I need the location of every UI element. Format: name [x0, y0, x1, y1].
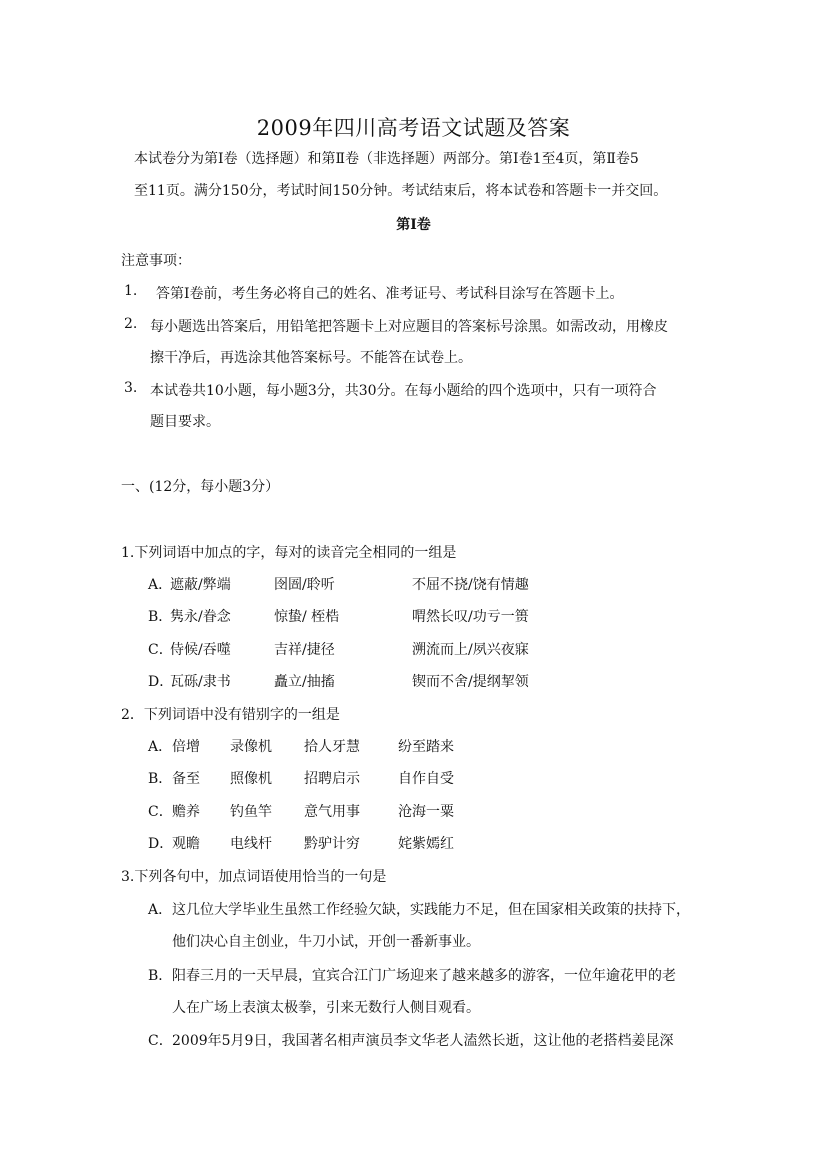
option-item: 倍增: [172, 739, 200, 755]
option-label: C．: [148, 642, 173, 658]
option-label: B．: [148, 771, 173, 787]
option-item: 姹紫嫣红: [398, 836, 454, 852]
option-text: 2009年5月9日，我国著名相声演员李文华老人溘然长逝，这让他的老搭档姜昆深: [172, 1033, 674, 1049]
notice-line: 擦干净后，再选涂其他答案标号。不能答在试卷上。: [150, 350, 472, 366]
option-item: 沧海一粟: [398, 804, 454, 820]
option-item: 电线杆: [230, 836, 272, 852]
option-item: 矗立/抽搐: [274, 674, 335, 690]
option-item: 瓦砾/隶书: [170, 674, 231, 690]
option-item: 遮蔽/弊端: [170, 577, 231, 593]
option-text-continued: 人在广场上表演太极拳，引来无数行人侧目观看。: [172, 1000, 480, 1016]
notice-line: 答第Ⅰ卷前，考生务必将自己的姓名、准考证号、考试科目涂写在答题卡上。: [156, 286, 624, 302]
option-item: 钓鱼竿: [230, 804, 272, 820]
option-item: 侍候/吞噬: [170, 642, 231, 658]
option-label: C．: [148, 804, 173, 820]
option-label: B．: [148, 609, 173, 625]
notice-title: 注意事项：: [121, 253, 191, 269]
option-label: A．: [148, 739, 173, 755]
option-item: 黔驴计穷: [304, 836, 360, 852]
intro-line-1: 本试卷分为第Ⅰ卷（选择题）和第Ⅱ卷（非选择题）两部分。第Ⅰ卷1至4页，第Ⅱ卷5: [134, 151, 639, 167]
volume-heading: 第Ⅰ卷: [396, 217, 431, 233]
notice-line: 本试卷共10小题，每小题3分，共30分。在每小题给的四个选项中，只有一项符合: [150, 383, 657, 399]
option-item: 溯流而上/夙兴夜寐: [412, 642, 529, 658]
option-item: 录像机: [230, 739, 272, 755]
option-text: 这几位大学毕业生虽然工作经验欠缺，实践能力不足，但在国家相关政策的扶持下，: [172, 902, 690, 918]
option-item: 锲而不舍/提纲挈领: [412, 674, 529, 690]
option-item: 自作自受: [398, 771, 454, 787]
question-stem: 1.下列词语中加点的字，每对的读音完全相同的一组是: [121, 545, 457, 561]
option-item: 备至: [172, 771, 200, 787]
question-stem: 3.下列各句中，加点词语使用恰当的一句是: [121, 869, 387, 885]
option-text: 阳春三月的一天早晨，宜宾合江门广场迎来了越来越多的游客，一位年逾花甲的老: [172, 968, 676, 984]
option-item: 不屈不挠/饶有情趣: [412, 577, 529, 593]
option-item: 惊蛰/ 桎梏: [274, 609, 340, 625]
option-label: D．: [148, 674, 174, 690]
option-item: 吉祥/捷径: [274, 642, 335, 658]
document-title: 2009年四川高考语文试题及答案: [256, 116, 571, 140]
option-item: 观瞻: [172, 836, 200, 852]
option-text-continued: 他们决心自主创业，牛刀小试，开创一番新事业。: [172, 934, 480, 950]
option-label: D．: [148, 836, 174, 852]
notice-number: 1.: [124, 283, 138, 299]
option-item: 拾人牙慧: [304, 739, 360, 755]
notice-line: 每小题选出答案后，用铅笔把答题卡上对应题目的答案标号涂黑。如需改动，用橡皮: [150, 319, 668, 335]
option-item: 纷至踏来: [398, 739, 454, 755]
option-label: A．: [148, 577, 173, 593]
option-item: 隽永/眷念: [170, 609, 231, 625]
question-stem: 2．下列词语中没有错别字的一组是: [121, 707, 340, 723]
intro-line-2: 至11页。满分150分，考试时间150分钟。考试结束后，将本试卷和答题卡一并交回。: [134, 183, 668, 199]
option-item: 意气用事: [304, 804, 360, 820]
option-item: 照像机: [230, 771, 272, 787]
notice-number: 2.: [124, 316, 138, 332]
option-item: 囹圄/聆听: [274, 577, 335, 593]
notice-line: 题目要求。: [150, 414, 220, 430]
option-item: 喟然长叹/功亏一篑: [412, 609, 529, 625]
option-label: B．: [148, 968, 173, 984]
option-item: 招聘启示: [304, 771, 360, 787]
section-heading: 一、(12分，每小题3分）: [121, 479, 280, 495]
option-label: C．: [148, 1033, 173, 1049]
option-item: 赡养: [172, 804, 200, 820]
notice-number: 3.: [124, 380, 138, 396]
option-label: A．: [148, 902, 173, 918]
